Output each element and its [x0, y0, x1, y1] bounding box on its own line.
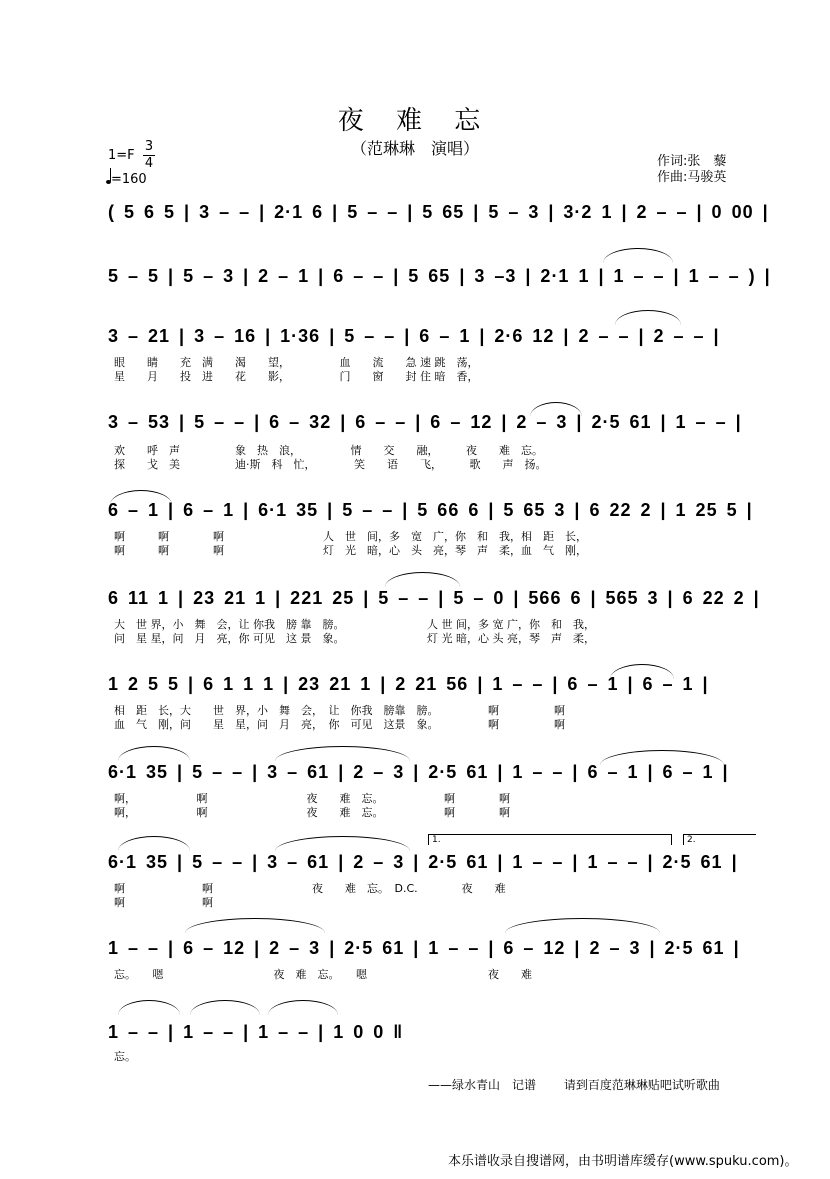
quarter-note-icon [106, 180, 111, 184]
composer-credit: 作曲:马骏英 [657, 170, 727, 185]
slur-mark [275, 746, 410, 761]
volta-2-label: 2. [687, 835, 696, 845]
tempo-value: =160 [111, 172, 147, 187]
key-signature: 1=F [108, 148, 135, 163]
lyric-line-6b: 问 星 星，问 月 亮，你 可见 这 景 象。 灯 光 暗，心 头 亮，琴 声 柔， [114, 632, 595, 645]
score-line-1: ( 5 6 5 | 3 – – | 2·1 6 | 5 – – | 5 65 | 5 – 3 | 3·2 1 | 2 – – | 0 00 | [108, 202, 769, 222]
lyric-line-4a: 欢 呼 声 象 热 浪， 情 交 融， 夜 难 忘。 [114, 444, 543, 457]
lyric-line-7b: 血 气 刚，问 星 星，问 月 亮， 你 可见 这景 象。 啊 啊 [114, 718, 565, 731]
slur-mark [118, 836, 190, 851]
slur-mark [118, 746, 190, 761]
volta-second-ending [683, 834, 756, 845]
score-line-5: 6 – 1 | 6 – 1 | 6·1 35 | 5 – – | 5 66 6 | 5 65 3 | 6 22 2 | 1 25 5 | [108, 500, 753, 520]
slur-mark [110, 490, 172, 505]
lyric-line-5b: 啊 啊 啊 灯 光 暗，心 头 亮，琴 声 柔，血 气 刚， [114, 544, 587, 557]
lyric-line-11: 忘。 [114, 1050, 136, 1063]
slur-mark [600, 750, 724, 765]
slur-mark [610, 664, 674, 679]
score-line-9: 6·1 35 | 5 – – | 3 – 61 | 2 – 3 | 2·5 61 | 1 – – | 1 – – | 2·5 61 | [108, 852, 738, 872]
performer-subtitle: （范琳琳 演唱） [350, 139, 479, 158]
score-line-11: 1 – – | 1 – – | 1 – – | 1 0 0 ‖ [108, 1022, 404, 1042]
lyric-line-8b: 啊， 啊 夜 难 忘。 啊 啊 [114, 806, 510, 819]
slur-mark [118, 1000, 180, 1015]
time-sig-top: 3 [144, 139, 154, 154]
lyric-line-8a: 啊， 啊 夜 难 忘。 啊 啊 [114, 792, 510, 805]
score-line-6: 6 11 1 | 23 21 1 | 221 25 | 5 – – | 5 – 0 | 566 6 | 565 3 | 6 22 2 | [108, 588, 760, 608]
lyric-line-4b: 探 戈 美 迪·斯 科 忙， 笑 语 飞， 歌 声 扬。 [114, 458, 547, 471]
slur-mark [385, 572, 460, 587]
lyric-line-7a: 相 距 长，大 世 界，小 舞 会， 让 你我 膀靠 膀。 啊 啊 [114, 704, 565, 717]
volta-1-label: 1. [432, 835, 441, 845]
lyric-line-5a: 啊 啊 啊 人 世 间，多 宽 广，你 和 我，相 距 长， [114, 530, 587, 543]
slur-mark [268, 1000, 338, 1015]
song-title: 夜 难 忘 [337, 106, 493, 136]
lyric-line-9a: 啊 啊 夜 难 忘。 D.C. 夜 难 [114, 882, 506, 895]
transcriber-credit: ——绿水青山 记谱 请到百度范琳琳贴吧试听歌曲 [428, 1078, 720, 1092]
lyric-line-9b: 啊 啊 [114, 896, 213, 909]
slur-mark [275, 836, 410, 851]
score-line-8: 6·1 35 | 5 – – | 3 – 61 | 2 – 3 | 2·5 61 | 1 – – | 6 – 1 | 6 – 1 | [108, 762, 729, 782]
lyric-line-3b: 星 月 投 进 花 影， 门 窗 封 住 暗 香， [114, 370, 479, 383]
source-footer: 本乐谱收录自搜谱网，由书明谱库缓存(www.spuku.com)。 [448, 1154, 798, 1169]
volta-first-ending [428, 834, 672, 845]
slur-mark [530, 402, 582, 417]
slur-mark [615, 310, 681, 325]
slur-mark [505, 918, 660, 933]
score-line-7: 1 2 5 5 | 6 1 1 1 | 23 21 1 | 2 21 56 | 1 – – | 6 – 1 | 6 – 1 | [108, 674, 709, 694]
slur-mark [603, 248, 673, 263]
slur-mark [185, 918, 325, 933]
tempo-marking [106, 172, 147, 187]
slur-mark [190, 1000, 260, 1015]
time-sig-bottom: 4 [144, 156, 154, 171]
score-line-3: 3 – 21 | 3 – 16 | 1·36 | 5 – – | 6 – 1 | 2·6 12 | 2 – – | 2 – – | [108, 326, 720, 346]
score-line-2: 5 – 5 | 5 – 3 | 2 – 1 | 6 – – | 5 65 | 3 –3 | 2·1 1 | 1 – – | 1 – – ) | [108, 266, 771, 286]
lyric-line-3a: 眼 睛 充 满 渴 望， 血 流 急 速 跳 荡， [114, 356, 479, 369]
score-line-10: 1 – – | 6 – 12 | 2 – 3 | 2·5 61 | 1 – – | 6 – 12 | 2 – 3 | 2·5 61 | [108, 938, 740, 958]
lyricist-credit: 作词:张 藜 [657, 154, 727, 169]
lyric-line-10: 忘。 嗯 夜 难 忘。 嗯 夜 难 [114, 968, 532, 981]
score-line-4: 3 – 53 | 5 – – | 6 – 32 | 6 – – | 6 – 12 | 2 – 3 | 2·5 61 | 1 – – | [108, 412, 742, 432]
time-signature [143, 140, 155, 171]
lyric-line-6a: 大 世 界，小 舞 会，让 你我 膀 靠 膀。 人 世 间，多 宽 广，你 和 我， [114, 618, 595, 631]
